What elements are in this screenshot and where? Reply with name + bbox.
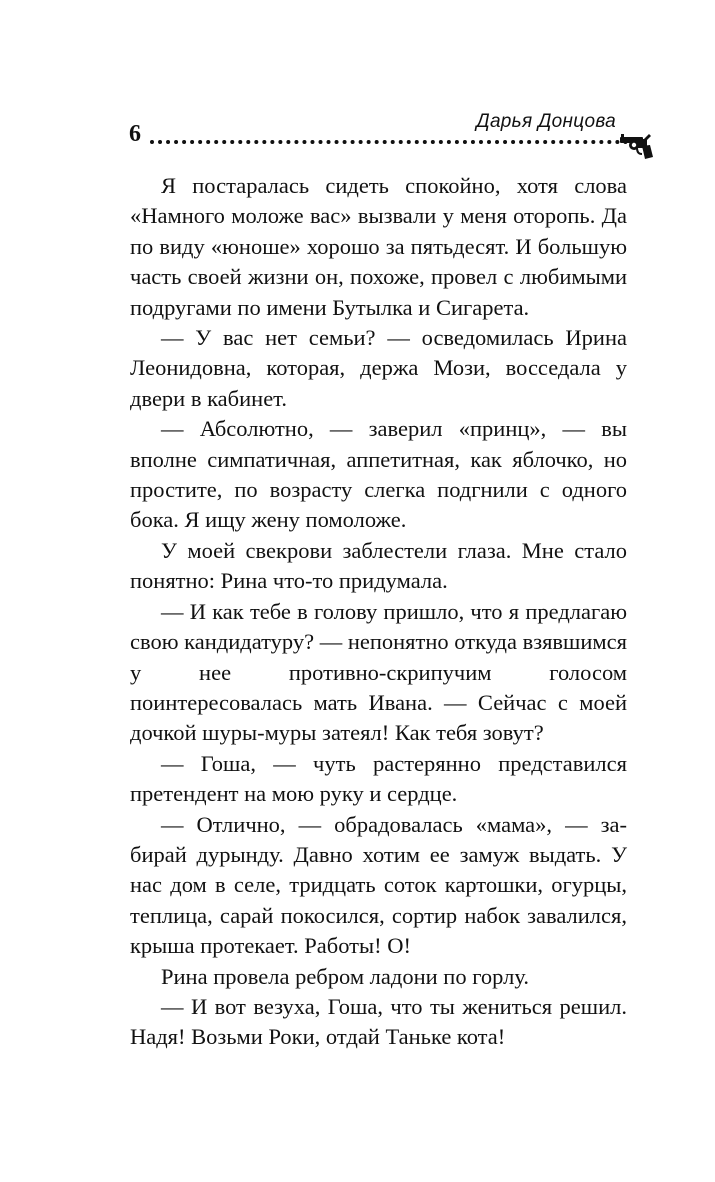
paragraph: Рина провела ребром ладони по горлу. bbox=[161, 963, 529, 989]
paragraph: — У вас нет семьи? — осведомилась Ирина Леонидовна, которая, держа Мози, восседала у двери в кабинет. bbox=[130, 325, 627, 411]
body-text bbox=[130, 171, 627, 1053]
paragraph: Я постаралась сидеть спокойно, хотя слова «Намного моложе вас» вызвали у меня оторопь. Да по виду «юноше» хорошо за пятьдесят. И большую часть своей жизни он, похоже, провел с любимыми подругами по имени Бутылка и Сигарета. bbox=[130, 173, 627, 320]
paragraph: У моей свекрови заблестели глаза. Мне стало понятно: Рина что-то придумала. bbox=[130, 537, 627, 594]
paragraph: — Абсолютно, — заверил «принц», — вы вполне симпатичная, аппетитная, как яблочко, но простите, по возрасту слегка подгнили с одного бока. Я ищу жену помоложе. bbox=[130, 416, 627, 533]
author-name: Дарья Донцова bbox=[476, 111, 616, 132]
page-number: 6 bbox=[129, 121, 141, 147]
running-header bbox=[0, 0, 715, 170]
pistol-icon bbox=[620, 130, 654, 160]
paragraph: — И вот везуха, Гоша, что ты жениться решил. Надя! Возьми Роки, отдай Таньке кота! bbox=[130, 993, 627, 1050]
paragraph: — Гоша, — чуть растерянно представился претендент на мою руку и сердце. bbox=[130, 750, 627, 807]
paragraph: — И как тебе в голову пришло, что я предлагаю свою кандидатуру? — непонятно откуда взявшимся у нее противно-скрипучим голосом поинтересовалась мать Ивана. — Сейчас с моей дочкой шуры-муры затеял! Как тебя зовут? bbox=[130, 598, 627, 746]
paragraph: — Отлично, — обрадовалась «мама», — забирай дурынду. Давно хотим ее замуж выдать. У нас дом в селе, тридцать соток картошки, огурцы, теплица, сарай покосился, сортир набок завалился, крыша протекает. Работы! О! bbox=[130, 811, 627, 959]
dotted-rule bbox=[150, 140, 628, 144]
